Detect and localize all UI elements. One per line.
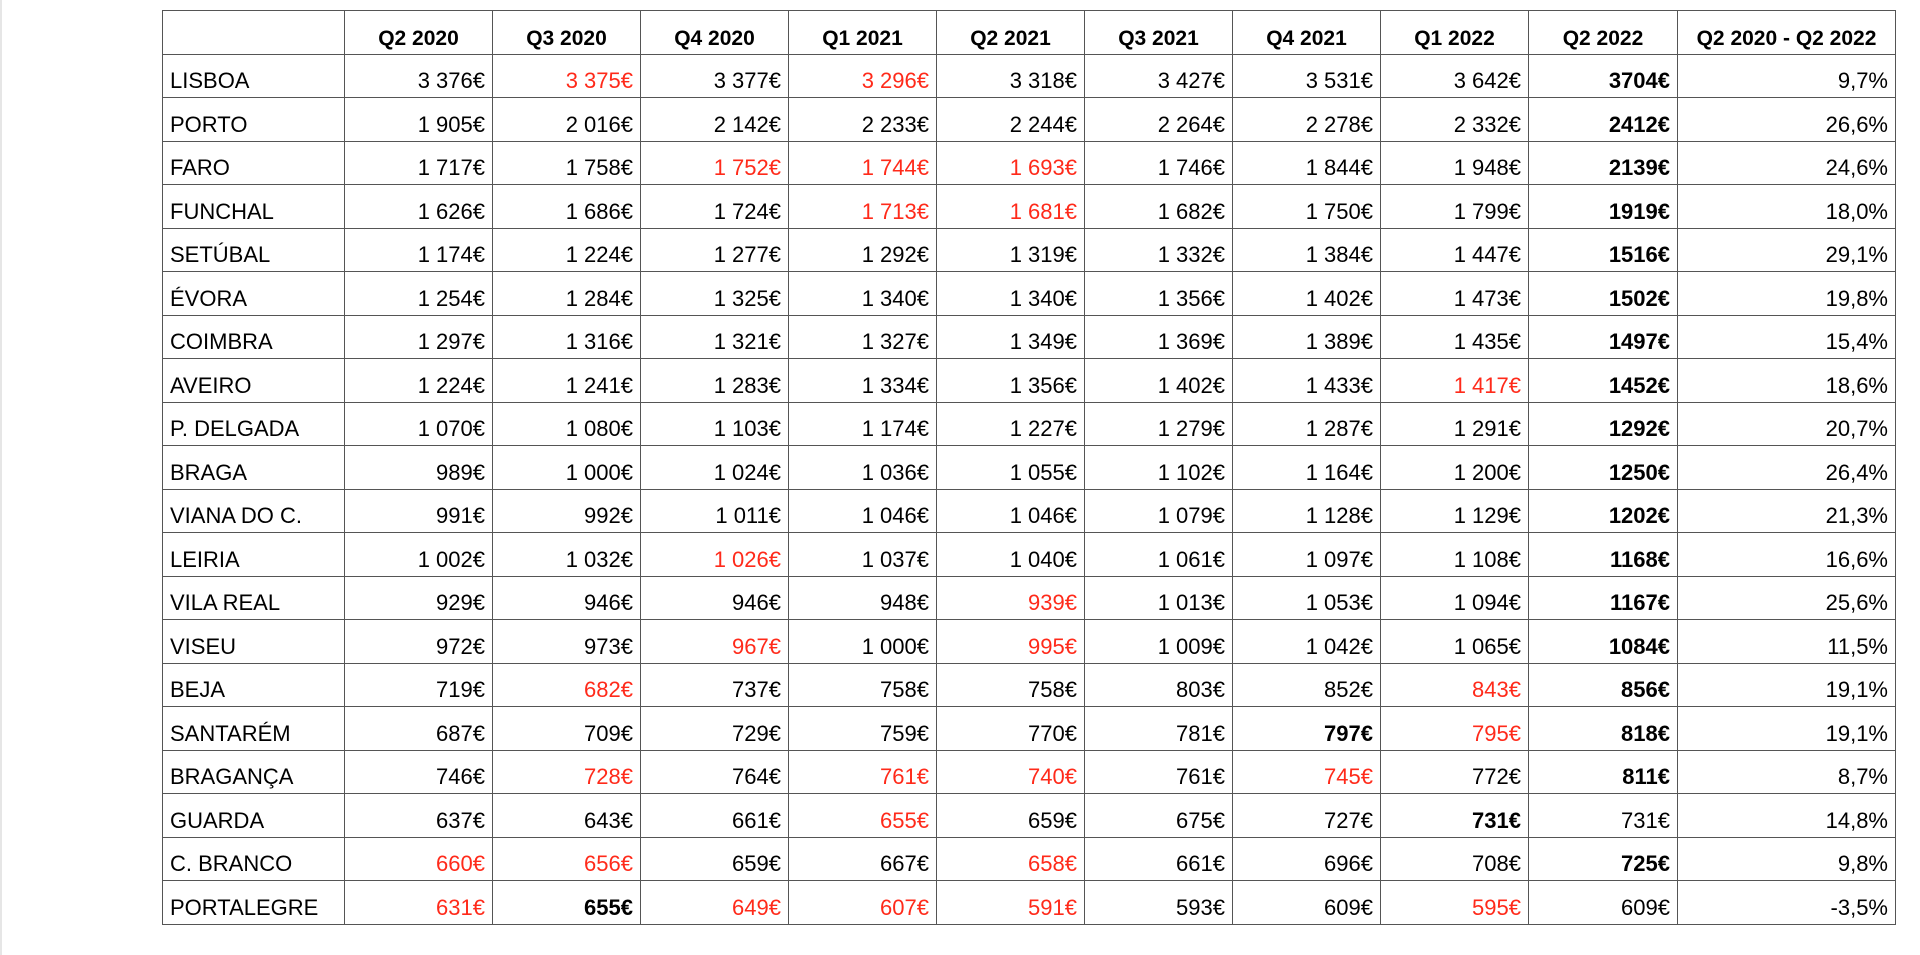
city-name-cell: PORTO xyxy=(163,98,345,142)
price-cell: 1 174€ xyxy=(789,402,937,446)
price-cell: 1 011€ xyxy=(641,489,789,533)
price-cell: 655€ xyxy=(493,881,641,925)
price-cell: 1 013€ xyxy=(1085,576,1233,620)
price-cell: 1 369€ xyxy=(1085,315,1233,359)
city-name-cell: BEJA xyxy=(163,663,345,707)
price-cell: 929€ xyxy=(345,576,493,620)
table-row xyxy=(163,794,1896,838)
price-cell: 1516€ xyxy=(1529,228,1678,272)
price-cell: 991€ xyxy=(345,489,493,533)
change-percent-cell: -3,5% xyxy=(1678,881,1896,925)
price-cell: 1 103€ xyxy=(641,402,789,446)
city-name-cell: BRAGA xyxy=(163,446,345,490)
price-cell: 1 040€ xyxy=(937,533,1085,577)
price-cell: 1502€ xyxy=(1529,272,1678,316)
price-cell: 643€ xyxy=(493,794,641,838)
price-cell: 1 402€ xyxy=(1233,272,1381,316)
change-percent-cell: 14,8% xyxy=(1678,794,1896,838)
price-cell: 1 319€ xyxy=(937,228,1085,272)
price-cell: 607€ xyxy=(789,881,937,925)
price-cell: 1 905€ xyxy=(345,98,493,142)
city-name-cell: FUNCHAL xyxy=(163,185,345,229)
rent-price-table xyxy=(162,10,1896,925)
change-percent-cell: 24,6% xyxy=(1678,141,1896,185)
price-cell: 1 036€ xyxy=(789,446,937,490)
price-cell: 1 292€ xyxy=(789,228,937,272)
price-cell: 1 283€ xyxy=(641,359,789,403)
price-cell: 728€ xyxy=(493,750,641,794)
price-cell: 770€ xyxy=(937,707,1085,751)
price-cell: 1 070€ xyxy=(345,402,493,446)
price-cell: 1 316€ xyxy=(493,315,641,359)
price-cell: 2 016€ xyxy=(493,98,641,142)
price-cell: 687€ xyxy=(345,707,493,751)
price-cell: 1 321€ xyxy=(641,315,789,359)
price-cell: 1 356€ xyxy=(1085,272,1233,316)
column-header: Q4 2021 xyxy=(1233,11,1381,55)
city-name-cell: COIMBRA xyxy=(163,315,345,359)
price-cell: 659€ xyxy=(641,837,789,881)
price-cell: 1250€ xyxy=(1529,446,1678,490)
price-cell: 2139€ xyxy=(1529,141,1678,185)
column-header: Q4 2020 xyxy=(641,11,789,55)
price-cell: 2 244€ xyxy=(937,98,1085,142)
price-cell: 661€ xyxy=(641,794,789,838)
price-cell: 1 287€ xyxy=(1233,402,1381,446)
table-row xyxy=(163,881,1896,925)
price-cell: 1 750€ xyxy=(1233,185,1381,229)
table-row xyxy=(163,663,1896,707)
price-cell: 1 340€ xyxy=(937,272,1085,316)
price-cell: 745€ xyxy=(1233,750,1381,794)
price-cell: 3 318€ xyxy=(937,54,1085,98)
price-cell: 1 473€ xyxy=(1381,272,1529,316)
change-percent-cell: 20,7% xyxy=(1678,402,1896,446)
price-cell: 1 200€ xyxy=(1381,446,1529,490)
price-cell: 1292€ xyxy=(1529,402,1678,446)
change-percent-cell: 19,1% xyxy=(1678,707,1896,751)
price-cell: 719€ xyxy=(345,663,493,707)
table-row xyxy=(163,228,1896,272)
table-row xyxy=(163,185,1896,229)
price-cell: 595€ xyxy=(1381,881,1529,925)
price-cell: 675€ xyxy=(1085,794,1233,838)
city-name-cell: GUARDA xyxy=(163,794,345,838)
price-cell: 795€ xyxy=(1381,707,1529,751)
price-cell: 759€ xyxy=(789,707,937,751)
price-cell: 1 046€ xyxy=(937,489,1085,533)
price-cell: 709€ xyxy=(493,707,641,751)
price-cell: 781€ xyxy=(1085,707,1233,751)
table-row xyxy=(163,141,1896,185)
table-row xyxy=(163,315,1896,359)
price-cell: 995€ xyxy=(937,620,1085,664)
price-cell: 1 128€ xyxy=(1233,489,1381,533)
price-cell: 656€ xyxy=(493,837,641,881)
price-cell: 1 061€ xyxy=(1085,533,1233,577)
change-percent-cell: 29,1% xyxy=(1678,228,1896,272)
price-cell: 3 427€ xyxy=(1085,54,1233,98)
table-row xyxy=(163,489,1896,533)
price-cell: 1 681€ xyxy=(937,185,1085,229)
price-cell: 761€ xyxy=(789,750,937,794)
table-row xyxy=(163,54,1896,98)
price-cell: 1 799€ xyxy=(1381,185,1529,229)
price-cell: 1 297€ xyxy=(345,315,493,359)
city-name-cell: P. DELGADA xyxy=(163,402,345,446)
column-header: Q2 2022 xyxy=(1529,11,1678,55)
price-cell: 740€ xyxy=(937,750,1085,794)
price-cell: 1 241€ xyxy=(493,359,641,403)
price-cell: 1 325€ xyxy=(641,272,789,316)
change-percent-cell: 19,1% xyxy=(1678,663,1896,707)
city-name-cell: BRAGANÇA xyxy=(163,750,345,794)
table-row xyxy=(163,359,1896,403)
price-cell: 1 758€ xyxy=(493,141,641,185)
price-cell: 1 079€ xyxy=(1085,489,1233,533)
price-cell: 761€ xyxy=(1085,750,1233,794)
price-cell: 2 264€ xyxy=(1085,98,1233,142)
price-cell: 1 129€ xyxy=(1381,489,1529,533)
price-cell: 746€ xyxy=(345,750,493,794)
price-cell: 609€ xyxy=(1529,881,1678,925)
price-cell: 1 224€ xyxy=(345,359,493,403)
price-cell: 1 327€ xyxy=(789,315,937,359)
table-row xyxy=(163,402,1896,446)
price-cell: 3704€ xyxy=(1529,54,1678,98)
city-name-cell: LISBOA xyxy=(163,54,345,98)
change-percent-cell: 11,5% xyxy=(1678,620,1896,664)
table-row xyxy=(163,750,1896,794)
table-body xyxy=(163,54,1896,924)
price-cell: 992€ xyxy=(493,489,641,533)
price-cell: 989€ xyxy=(345,446,493,490)
price-cell: 843€ xyxy=(1381,663,1529,707)
price-cell: 1 435€ xyxy=(1381,315,1529,359)
column-header: Q2 2020 - Q2 2022 xyxy=(1678,11,1896,55)
column-header: Q3 2020 xyxy=(493,11,641,55)
price-cell: 1 227€ xyxy=(937,402,1085,446)
price-cell: 1452€ xyxy=(1529,359,1678,403)
price-cell: 1 277€ xyxy=(641,228,789,272)
column-header: Q1 2022 xyxy=(1381,11,1529,55)
price-cell: 1 174€ xyxy=(345,228,493,272)
price-cell: 658€ xyxy=(937,837,1085,881)
price-cell: 1 417€ xyxy=(1381,359,1529,403)
column-header: Q1 2021 xyxy=(789,11,937,55)
price-cell: 946€ xyxy=(641,576,789,620)
change-percent-cell: 21,3% xyxy=(1678,489,1896,533)
price-cell: 609€ xyxy=(1233,881,1381,925)
price-cell: 972€ xyxy=(345,620,493,664)
city-name-cell: FARO xyxy=(163,141,345,185)
price-cell: 946€ xyxy=(493,576,641,620)
price-cell: 818€ xyxy=(1529,707,1678,751)
price-cell: 1 752€ xyxy=(641,141,789,185)
price-cell: 3 642€ xyxy=(1381,54,1529,98)
price-cell: 3 375€ xyxy=(493,54,641,98)
price-cell: 1 002€ xyxy=(345,533,493,577)
price-cell: 1 009€ xyxy=(1085,620,1233,664)
price-cell: 591€ xyxy=(937,881,1085,925)
price-cell: 727€ xyxy=(1233,794,1381,838)
price-cell: 1 094€ xyxy=(1381,576,1529,620)
price-cell: 729€ xyxy=(641,707,789,751)
city-name-cell: AVEIRO xyxy=(163,359,345,403)
price-cell: 1 291€ xyxy=(1381,402,1529,446)
price-cell: 1 046€ xyxy=(789,489,937,533)
price-cell: 1 334€ xyxy=(789,359,937,403)
price-cell: 737€ xyxy=(641,663,789,707)
change-percent-cell: 9,7% xyxy=(1678,54,1896,98)
price-cell: 637€ xyxy=(345,794,493,838)
city-name-cell: VISEU xyxy=(163,620,345,664)
price-cell: 1 433€ xyxy=(1233,359,1381,403)
price-cell: 1 000€ xyxy=(789,620,937,664)
price-cell: 2 332€ xyxy=(1381,98,1529,142)
price-cell: 1 026€ xyxy=(641,533,789,577)
price-cell: 1 686€ xyxy=(493,185,641,229)
price-cell: 1 746€ xyxy=(1085,141,1233,185)
price-cell: 1 000€ xyxy=(493,446,641,490)
city-name-cell: VILA REAL xyxy=(163,576,345,620)
column-header: Q2 2020 xyxy=(345,11,493,55)
price-cell: 1 349€ xyxy=(937,315,1085,359)
city-name-cell: SETÚBAL xyxy=(163,228,345,272)
price-cell: 948€ xyxy=(789,576,937,620)
price-cell: 758€ xyxy=(937,663,1085,707)
price-cell: 856€ xyxy=(1529,663,1678,707)
price-cell: 3 296€ xyxy=(789,54,937,98)
price-cell: 1167€ xyxy=(1529,576,1678,620)
price-cell: 2412€ xyxy=(1529,98,1678,142)
column-header: Q2 2021 xyxy=(937,11,1085,55)
price-cell: 1 693€ xyxy=(937,141,1085,185)
price-cell: 1 389€ xyxy=(1233,315,1381,359)
price-cell: 1 713€ xyxy=(789,185,937,229)
price-cell: 1 279€ xyxy=(1085,402,1233,446)
price-cell: 1 024€ xyxy=(641,446,789,490)
price-cell: 3 377€ xyxy=(641,54,789,98)
price-cell: 1 447€ xyxy=(1381,228,1529,272)
change-percent-cell: 18,6% xyxy=(1678,359,1896,403)
price-cell: 803€ xyxy=(1085,663,1233,707)
price-cell: 1 102€ xyxy=(1085,446,1233,490)
price-cell: 1 108€ xyxy=(1381,533,1529,577)
header-corner-cell xyxy=(163,11,345,55)
change-percent-cell: 9,8% xyxy=(1678,837,1896,881)
header-row xyxy=(163,11,1896,55)
price-cell: 1 284€ xyxy=(493,272,641,316)
change-percent-cell: 25,6% xyxy=(1678,576,1896,620)
price-cell: 708€ xyxy=(1381,837,1529,881)
price-cell: 1 717€ xyxy=(345,141,493,185)
change-percent-cell: 26,6% xyxy=(1678,98,1896,142)
table-row xyxy=(163,446,1896,490)
price-cell: 1919€ xyxy=(1529,185,1678,229)
price-cell: 1 164€ xyxy=(1233,446,1381,490)
city-name-cell: LEIRIA xyxy=(163,533,345,577)
price-cell: 3 376€ xyxy=(345,54,493,98)
table-row xyxy=(163,272,1896,316)
change-percent-cell: 15,4% xyxy=(1678,315,1896,359)
price-cell: 1 948€ xyxy=(1381,141,1529,185)
price-cell: 1 332€ xyxy=(1085,228,1233,272)
city-name-cell: ÉVORA xyxy=(163,272,345,316)
price-cell: 1 402€ xyxy=(1085,359,1233,403)
price-cell: 1 626€ xyxy=(345,185,493,229)
price-cell: 852€ xyxy=(1233,663,1381,707)
price-cell: 1497€ xyxy=(1529,315,1678,359)
price-cell: 2 142€ xyxy=(641,98,789,142)
city-name-cell: C. BRANCO xyxy=(163,837,345,881)
price-cell: 731€ xyxy=(1529,794,1678,838)
price-cell: 939€ xyxy=(937,576,1085,620)
price-cell: 1 744€ xyxy=(789,141,937,185)
table-row xyxy=(163,620,1896,664)
table-row xyxy=(163,98,1896,142)
price-cell: 1202€ xyxy=(1529,489,1678,533)
price-cell: 1 042€ xyxy=(1233,620,1381,664)
price-cell: 1 055€ xyxy=(937,446,1085,490)
table-row xyxy=(163,576,1896,620)
price-cell: 696€ xyxy=(1233,837,1381,881)
city-name-cell: SANTARÉM xyxy=(163,707,345,751)
price-cell: 1 224€ xyxy=(493,228,641,272)
price-cell: 758€ xyxy=(789,663,937,707)
price-cell: 1 032€ xyxy=(493,533,641,577)
change-percent-cell: 26,4% xyxy=(1678,446,1896,490)
city-name-cell: PORTALEGRE xyxy=(163,881,345,925)
price-cell: 725€ xyxy=(1529,837,1678,881)
price-cell: 731€ xyxy=(1381,794,1529,838)
price-cell: 1 097€ xyxy=(1233,533,1381,577)
change-percent-cell: 18,0% xyxy=(1678,185,1896,229)
price-cell: 772€ xyxy=(1381,750,1529,794)
price-cell: 811€ xyxy=(1529,750,1678,794)
price-cell: 1 053€ xyxy=(1233,576,1381,620)
change-percent-cell: 16,6% xyxy=(1678,533,1896,577)
city-name-cell: VIANA DO C. xyxy=(163,489,345,533)
price-cell: 764€ xyxy=(641,750,789,794)
price-cell: 649€ xyxy=(641,881,789,925)
price-cell: 1 356€ xyxy=(937,359,1085,403)
price-cell: 1 340€ xyxy=(789,272,937,316)
price-cell: 1 724€ xyxy=(641,185,789,229)
price-cell: 661€ xyxy=(1085,837,1233,881)
price-cell: 1 037€ xyxy=(789,533,937,577)
price-cell: 593€ xyxy=(1085,881,1233,925)
price-cell: 655€ xyxy=(789,794,937,838)
table-row xyxy=(163,837,1896,881)
price-cell: 1 254€ xyxy=(345,272,493,316)
price-cell: 631€ xyxy=(345,881,493,925)
change-percent-cell: 19,8% xyxy=(1678,272,1896,316)
price-cell: 659€ xyxy=(937,794,1085,838)
price-cell: 973€ xyxy=(493,620,641,664)
price-cell: 1 384€ xyxy=(1233,228,1381,272)
price-cell: 1 682€ xyxy=(1085,185,1233,229)
table-row xyxy=(163,533,1896,577)
price-cell: 660€ xyxy=(345,837,493,881)
price-cell: 2 233€ xyxy=(789,98,937,142)
column-header: Q3 2021 xyxy=(1085,11,1233,55)
price-cell: 2 278€ xyxy=(1233,98,1381,142)
price-cell: 682€ xyxy=(493,663,641,707)
price-cell: 967€ xyxy=(641,620,789,664)
price-cell: 667€ xyxy=(789,837,937,881)
price-cell: 1 844€ xyxy=(1233,141,1381,185)
price-cell: 1 065€ xyxy=(1381,620,1529,664)
left-edge-border xyxy=(0,0,2,955)
price-cell: 1 080€ xyxy=(493,402,641,446)
price-cell: 797€ xyxy=(1233,707,1381,751)
price-cell: 1168€ xyxy=(1529,533,1678,577)
price-cell: 3 531€ xyxy=(1233,54,1381,98)
table-row xyxy=(163,707,1896,751)
price-cell: 1084€ xyxy=(1529,620,1678,664)
change-percent-cell: 8,7% xyxy=(1678,750,1896,794)
